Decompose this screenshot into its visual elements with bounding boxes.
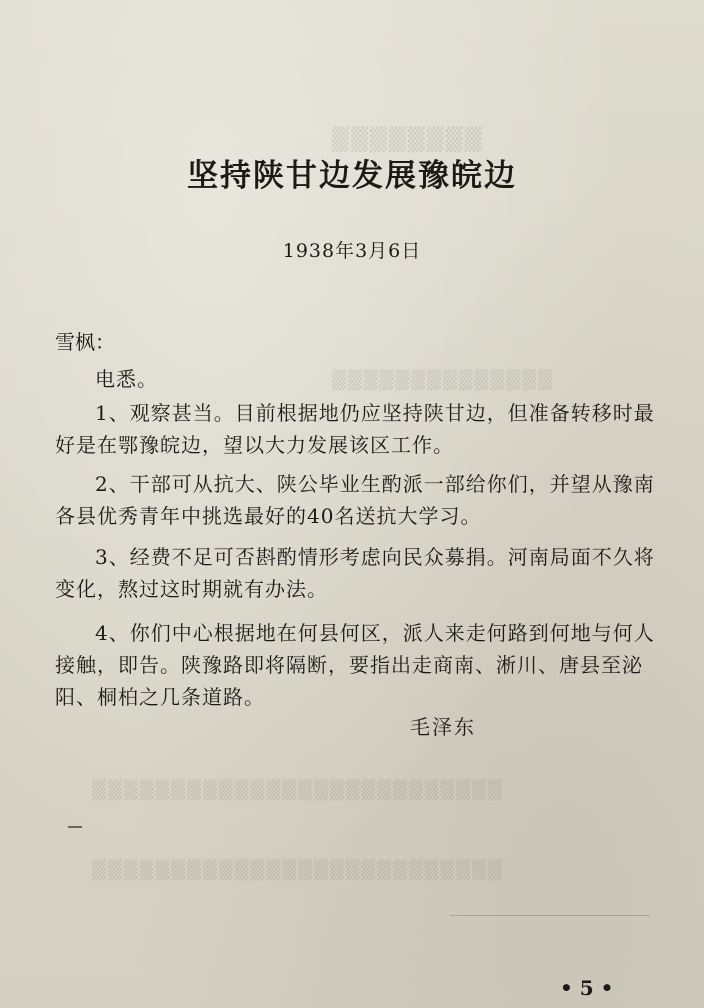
paragraph-ack: 电悉。 (95, 367, 158, 391)
bleed-through-decoration: ▒▒▒▒▒▒▒▒ (330, 128, 482, 153)
document-title: 坚持陕甘边发展豫皖边 (187, 158, 517, 194)
footnote-rule (450, 915, 650, 916)
bleed-through-decoration: ▒▒▒▒▒▒▒▒▒▒▒▒▒▒ (330, 370, 552, 391)
margin-dash-mark (68, 826, 82, 828)
signature: 毛泽东 (410, 715, 476, 739)
salutation: 雪枫： (55, 330, 115, 354)
bleed-through-decoration: ▒▒▒▒▒▒▒▒▒▒▒▒▒▒▒▒▒▒▒▒▒▒▒▒▒▒ (90, 780, 502, 801)
bleed-through-decoration: ▒▒▒▒▒▒▒▒▒▒▒▒▒▒▒▒▒▒▒▒▒▒▒▒▒▒ (90, 860, 502, 881)
page-number: • 5 • (560, 976, 614, 1000)
document-date: 1938年3月6日 (282, 240, 422, 262)
paragraph-2: 2、干部可从抗大、陕公毕业生酌派一部给你们，并望从豫南各县优秀青年中挑选最好的40名送抗大学习。 (55, 472, 655, 528)
paragraph-1: 1、观察甚当。目前根据地仍应坚持陕甘边，但准备转移时最好是在鄂豫皖边，望以大力发展该区工作。 (55, 401, 655, 457)
paragraph-3: 3、经费不足可否斟酌情形考虑向民众募捐。河南局面不久将变化，熬过这时期就有办法。 (55, 545, 655, 601)
paragraph-4: 4、你们中心根据地在何县何区，派人来走何路到何地与何人接触，即告。陕豫路即将隔断，要指出走商南、淅川、唐县至泌阳、桐柏之几条道路。 (55, 621, 655, 709)
